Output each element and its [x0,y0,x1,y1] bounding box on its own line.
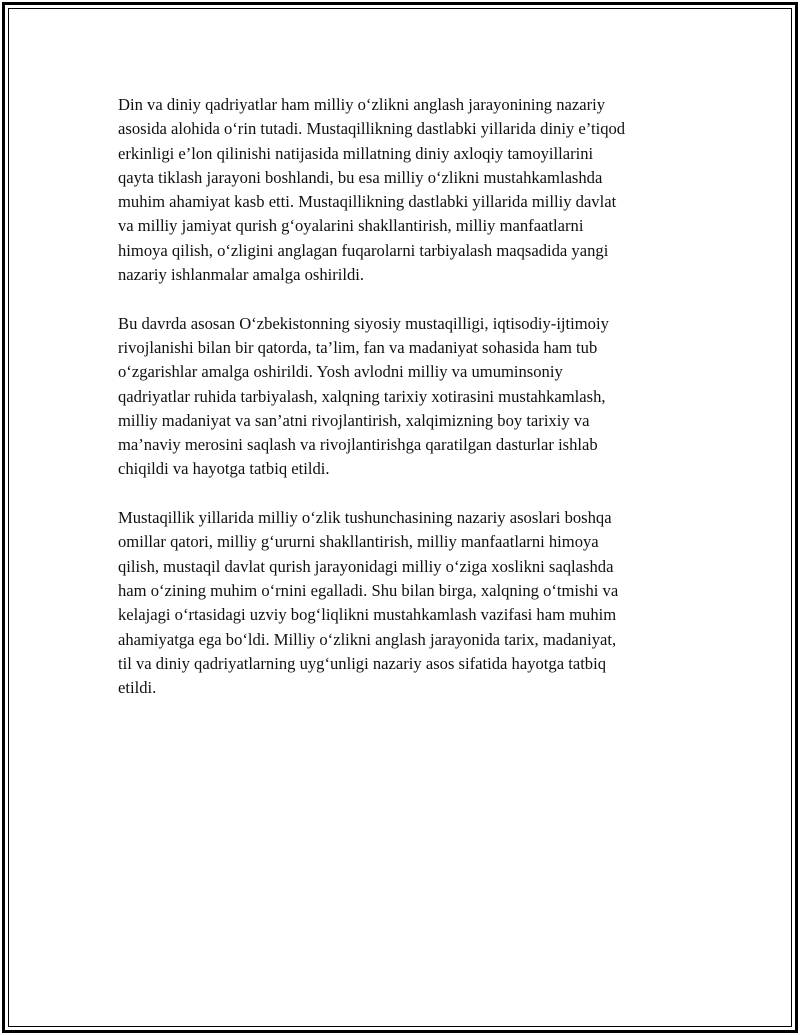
text-line: o‘zgarishlar amalga oshirildi. Yosh avlodni milliy va umuminsoniy [118,362,563,382]
text-line: ham o‘zining muhim o‘rnini egalladi. Shu bilan birga, xalqning o‘tmishi va [118,580,619,600]
text-line: Bu davrda asosan O‘zbekistonning siyosiy mustaqilligi, iqtisodiy-ijtimoiy [118,313,609,333]
text-line: va milliy jamiyat qurish g‘oyalarini shakllantirish, milliy manfaatlarni [118,216,584,236]
text-line: erkinligi e’lon qilinishi natijasida millatning diniy axloqiy tamoyillarini [118,143,594,163]
text-line: Din va diniy qadriyatlar ham milliy o‘zlikni anglash jarayonining nazariy [118,95,606,114]
text-line: qilish, mustaqil davlat qurish jarayonidagi milliy o‘ziga xoslikni saqlashda [118,556,614,576]
text-line: omillar qatori, milliy g‘ururni shakllantirish, milliy manfaatlarni himoya [118,532,599,552]
text-line: himoya qilish, o‘zligini anglagan fuqarolarni tarbiyalash maqsadida yangi [118,240,609,260]
paragraph-2 [118,312,698,482]
text-line: ma’naviy merosini saqlash va rivojlantirishga qaratilgan dasturlar ishlab [118,435,598,455]
text-line: asosida alohida o‘rin tutadi. Mustaqillikning dastlabki yillarida diniy e’tiqod [118,119,626,139]
text-line: chiqildi va hayotga tatbiq etildi. [118,459,330,479]
paragraph-1 [118,93,698,287]
paragraph-3 [118,506,698,700]
text-line: til va diniy qadriyatlarning uyg‘unligi nazariy asos sifatida hayotga tatbiq [118,653,607,673]
text-line: nazariy ishlanmalar amalga oshirildi. [118,265,365,285]
text-line: qayta tiklash jarayoni boshlandi, bu esa milliy o‘zlikni mustahkamlashda [118,167,603,187]
text-line: ahamiyatga ega bo‘ldi. Milliy o‘zlikni anglash jarayonida tarix, madaniyat, [118,629,617,649]
document-body [118,93,698,725]
text-line: qadriyatlar ruhida tarbiyalash, xalqning tarixiy xotirasini mustahkamlash, [118,386,606,406]
text-line: rivojlanishi bilan bir qatorda, ta’lim, fan va madaniyat sohasida ham tub [118,337,598,357]
text-line: Mustaqillik yillarida milliy o‘zlik tushunchasining nazariy asoslari boshqa [118,508,612,528]
text-line: etildi. [118,678,157,698]
text-line: kelajagi o‘rtasidagi uzviy bog‘liqlikni mustahkamlash vazifasi ham muhim [118,605,617,625]
text-line: milliy madaniyat va san’atni rivojlantirish, xalqimizning boy tarixiy va [118,410,590,430]
text-line: muhim ahamiyat kasb etti. Mustaqillikning dastlabki yillarida milliy davlat [118,192,617,212]
